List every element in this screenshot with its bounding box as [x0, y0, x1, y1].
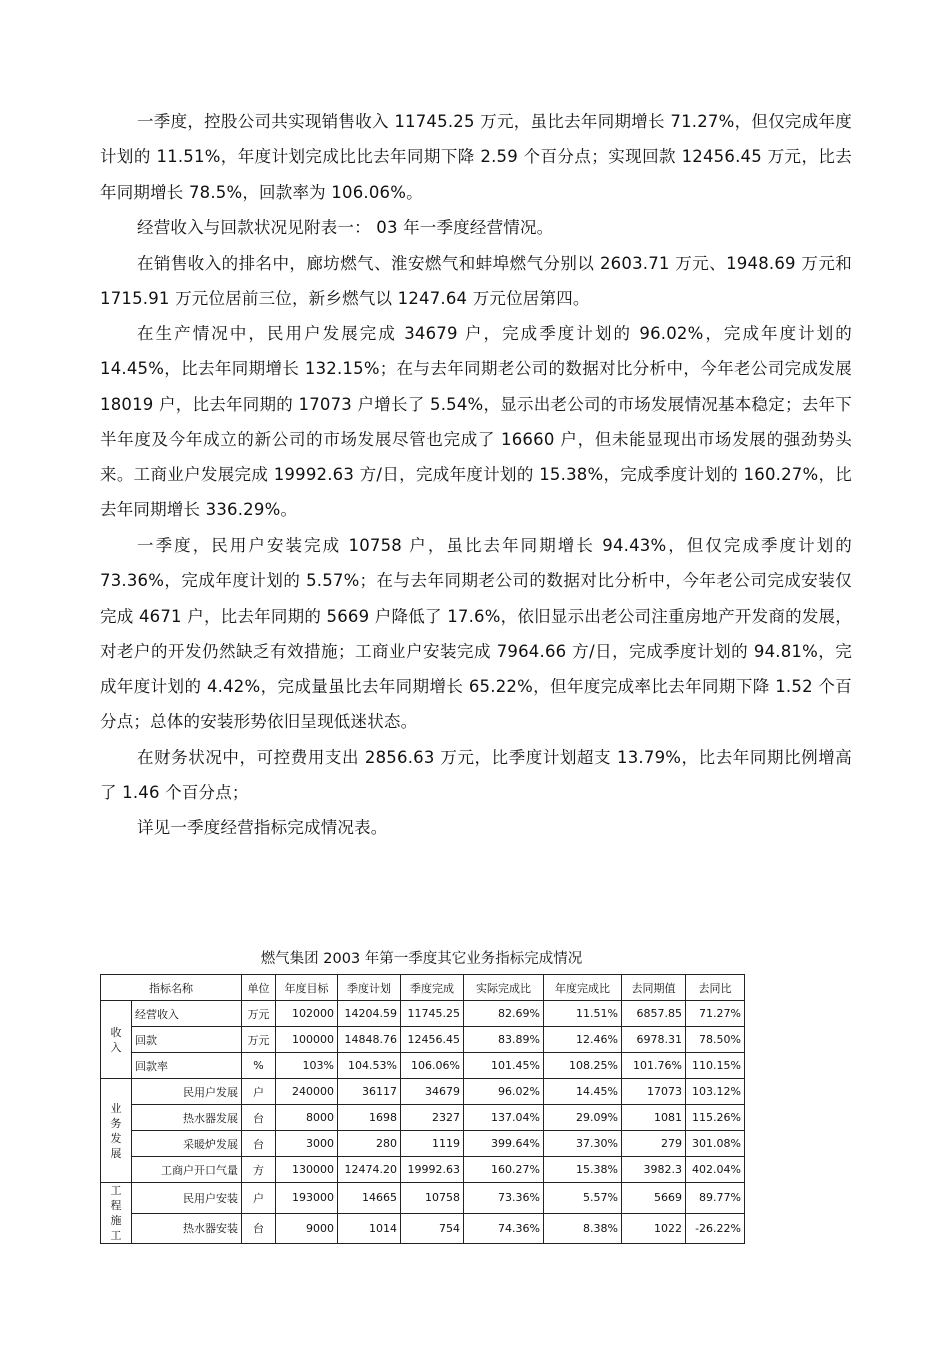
- value-cell: 280: [338, 1131, 401, 1157]
- indicator-name-cell: 热水器发展: [132, 1105, 242, 1131]
- unit-cell: 户: [242, 1183, 276, 1214]
- value-cell: 301.08%: [686, 1131, 745, 1157]
- value-cell: 137.04%: [464, 1105, 544, 1131]
- unit-cell: 万元: [242, 1001, 276, 1027]
- paragraph-production: 在生产情况中，民用户发展完成 34679 户，完成季度计划的 96.02%，完成年度计划的 14.45%，比去年同期增长 132.15%；在与去年同期老公司的数据对比分析中，今年老公司完成发展 18019 户，比去年同期的 17073 户增长了 5.54%，显示出老公司的市场发展情况基本稳定；去年下半年度及今年成立的新公司的市场发展尽管也完成了 16660 户，但未能显现出市场发展的强劲势头来。工商业户发展完成 19992.63 方/日，完成年度计划的 15.38%，完成季度计划的 160.27%，比去年同期增长 336.29%。: [100, 324, 852, 520]
- value-cell: 100000: [276, 1027, 338, 1053]
- value-cell: 108.25%: [544, 1053, 622, 1079]
- group-label-cell: [101, 1001, 132, 1079]
- indicator-name-cell: 工商户开口气量: [132, 1157, 242, 1183]
- value-cell: 37.30%: [544, 1131, 622, 1157]
- value-cell: 6978.31: [622, 1027, 686, 1053]
- value-cell: -26.22%: [686, 1213, 745, 1244]
- value-cell: 78.50%: [686, 1027, 745, 1053]
- value-cell: 11745.25: [401, 1001, 464, 1027]
- unit-cell: 台: [242, 1105, 276, 1131]
- value-cell: 96.02%: [464, 1079, 544, 1105]
- table-row: [101, 1213, 745, 1244]
- value-cell: 110.15%: [686, 1053, 745, 1079]
- indicator-name-cell: 经营收入: [132, 1001, 242, 1027]
- header-cell: 去同期值: [622, 975, 686, 1001]
- value-cell: 193000: [276, 1183, 338, 1214]
- kpi-table: [100, 974, 745, 1244]
- value-cell: 82.69%: [464, 1001, 544, 1027]
- value-cell: 106.06%: [401, 1053, 464, 1079]
- value-cell: 1014: [338, 1213, 401, 1244]
- table-row: [101, 1157, 745, 1183]
- value-cell: 36117: [338, 1079, 401, 1105]
- value-cell: 130000: [276, 1157, 338, 1183]
- value-cell: 103.12%: [686, 1079, 745, 1105]
- paragraph-finance: 在财务状况中，可控费用支出 2856.63 万元，比季度计划超支 13.79%，比去年同期比例增高了 1.46 个百分点；: [100, 748, 852, 803]
- value-cell: 2327: [401, 1105, 464, 1131]
- value-cell: 115.26%: [686, 1105, 745, 1131]
- value-cell: 399.64%: [464, 1131, 544, 1157]
- header-cell: 去同比: [686, 975, 745, 1001]
- table-header-row: [101, 975, 745, 1001]
- table-row: [101, 1079, 745, 1105]
- value-cell: 8000: [276, 1105, 338, 1131]
- value-cell: 12456.45: [401, 1027, 464, 1053]
- value-cell: 10758: [401, 1183, 464, 1214]
- value-cell: 83.89%: [464, 1027, 544, 1053]
- value-cell: 5669: [622, 1183, 686, 1214]
- unit-cell: 户: [242, 1079, 276, 1105]
- paragraph-appendix-ref: 经营收入与回款状况见附表一： 03 年一季度经营情况。: [137, 218, 554, 237]
- value-cell: 8.38%: [544, 1213, 622, 1244]
- value-cell: 89.77%: [686, 1183, 745, 1214]
- value-cell: 19992.63: [401, 1157, 464, 1183]
- unit-cell: %: [242, 1053, 276, 1079]
- group-label-cell: [101, 1183, 132, 1244]
- value-cell: 14.45%: [544, 1079, 622, 1105]
- indicator-name-cell: 回款率: [132, 1053, 242, 1079]
- value-cell: 104.53%: [338, 1053, 401, 1079]
- value-cell: 15.38%: [544, 1157, 622, 1183]
- value-cell: 1119: [401, 1131, 464, 1157]
- value-cell: 14204.59: [338, 1001, 401, 1027]
- header-cell: 指标名称: [101, 975, 242, 1001]
- value-cell: 1022: [622, 1213, 686, 1244]
- paragraph-see-table: 详见一季度经营指标完成情况表。: [137, 818, 388, 837]
- table-row: [101, 1183, 745, 1214]
- table-row: [101, 1053, 745, 1079]
- value-cell: 754: [401, 1213, 464, 1244]
- table-row: [101, 1131, 745, 1157]
- indicator-name-cell: 民用户安装: [132, 1183, 242, 1214]
- unit-cell: 台: [242, 1131, 276, 1157]
- value-cell: 71.27%: [686, 1001, 745, 1027]
- group-label: 业务发展: [110, 1101, 122, 1160]
- header-cell: 年度目标: [276, 975, 338, 1001]
- value-cell: 279: [622, 1131, 686, 1157]
- value-cell: 11.51%: [544, 1001, 622, 1027]
- value-cell: 14665: [338, 1183, 401, 1214]
- value-cell: 29.09%: [544, 1105, 622, 1131]
- table-title: 燃气集团 2003 年第一季度其它业务指标完成情况: [260, 951, 583, 967]
- value-cell: 12474.20: [338, 1157, 401, 1183]
- value-cell: 102000: [276, 1001, 338, 1027]
- header-cell: 季度计划: [338, 975, 401, 1001]
- paragraph-revenue-ranking: 在销售收入的排名中，廊坊燃气、淮安燃气和蚌埠燃气分别以 2603.71 万元、1948.69 万元和 1715.91 万元位居前三位，新乡燃气以 1247.64 万元位居第四。: [100, 254, 852, 309]
- value-cell: 34679: [401, 1079, 464, 1105]
- value-cell: 101.76%: [622, 1053, 686, 1079]
- paragraph-installation: 一季度，民用户安装完成 10758 户，虽比去年同期增长 94.43%，但仅完成季度计划的 73.36%，完成年度计划的 5.57%；在与去年同期老公司的数据对比分析中，今年老公司完成安装仅完成 4671 户，比去年同期的 5669 户降低了 17.6%，依旧显示出老公司注重房地产开发商的发展，对老户的开发仍然缺乏有效措施；工商业户安装完成 7964.66 方/日，完成季度计划的 94.81%，完成年度计划的 4.42%，完成量虽比去年同期增长 65.22%，但年度完成率比去年同期下降 1.52 个百分点；总体的安装形势依旧呈现低迷状态。: [100, 536, 852, 732]
- indicator-name-cell: 采暖炉发展: [132, 1131, 242, 1157]
- value-cell: 1081: [622, 1105, 686, 1131]
- table-row: [101, 1027, 745, 1053]
- table-row: [101, 1001, 745, 1027]
- group-label-cell: [101, 1079, 132, 1183]
- unit-cell: 台: [242, 1213, 276, 1244]
- paragraph-sales-revenue: 一季度，控股公司共实现销售收入 11745.25 万元，虽比去年同期增长 71.27%，但仅完成年度计划的 11.51%，年度计划完成比比去年同期下降 2.59 个百分点；实现回款 12456.45 万元，比去年同期增长 78.5%，回款率为 106.06%。: [100, 112, 852, 202]
- unit-cell: 方: [242, 1157, 276, 1183]
- indicator-name-cell: 民用户发展: [132, 1079, 242, 1105]
- value-cell: 74.36%: [464, 1213, 544, 1244]
- unit-cell: 万元: [242, 1027, 276, 1053]
- value-cell: 3982.3: [622, 1157, 686, 1183]
- header-cell: 单位: [242, 975, 276, 1001]
- value-cell: 12.46%: [544, 1027, 622, 1053]
- value-cell: 73.36%: [464, 1183, 544, 1214]
- indicator-name-cell: 热水器安装: [132, 1213, 242, 1244]
- value-cell: 160.27%: [464, 1157, 544, 1183]
- value-cell: 240000: [276, 1079, 338, 1105]
- value-cell: 5.57%: [544, 1183, 622, 1214]
- header-cell: 季度完成: [401, 975, 464, 1001]
- value-cell: 14848.76: [338, 1027, 401, 1053]
- header-cell: 实际完成比: [464, 975, 544, 1001]
- value-cell: 9000: [276, 1213, 338, 1244]
- header-cell: 年度完成比: [544, 975, 622, 1001]
- group-label: 收入: [110, 1025, 122, 1054]
- value-cell: 1698: [338, 1105, 401, 1131]
- kpi-table-body: [101, 975, 745, 1244]
- value-cell: 3000: [276, 1131, 338, 1157]
- value-cell: 6857.85: [622, 1001, 686, 1027]
- value-cell: 402.04%: [686, 1157, 745, 1183]
- value-cell: 103%: [276, 1053, 338, 1079]
- indicator-name-cell: 回款: [132, 1027, 242, 1053]
- value-cell: 17073: [622, 1079, 686, 1105]
- group-label: 工程施工: [110, 1184, 122, 1242]
- table-row: [101, 1105, 745, 1131]
- value-cell: 101.45%: [464, 1053, 544, 1079]
